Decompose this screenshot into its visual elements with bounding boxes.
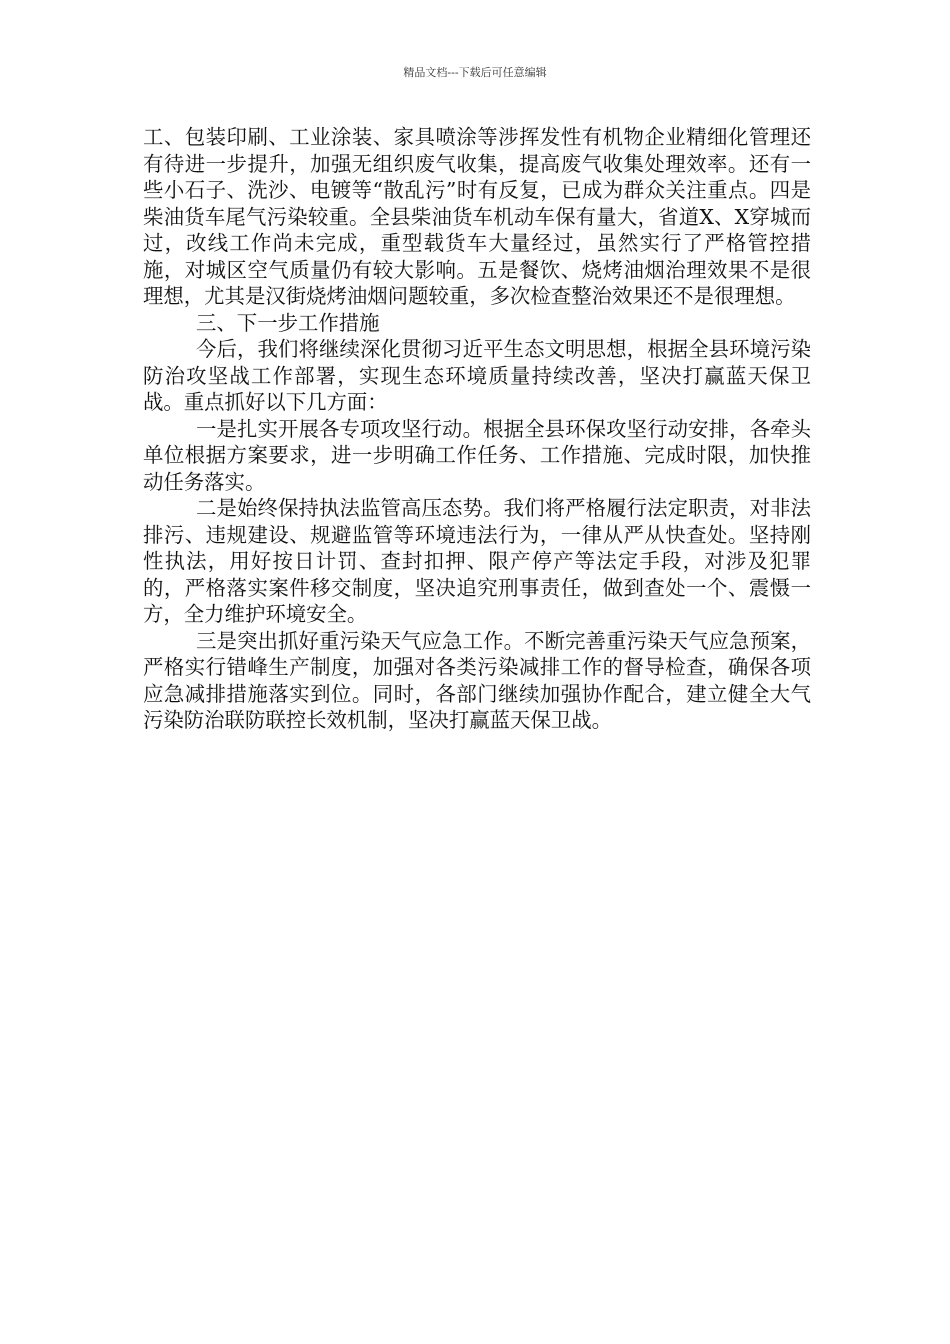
paragraph-continued: 工、包装印刷、工业涂装、家具喷涂等涉挥发性有机物企业精细化管理还有待进一步提升，加强无组织废气收集，提高废气收集处理效率。还有一些小石子、洗沙、电镀等“散乱污”时有反复，已成为群众关注重点。四是柴油货车尾气污染较重。全县柴油货车机动车保有量大，省道X、X穿城而过，改线工作尚未完成，重型载货车大量经过，虽然实行了严格管控措施，对城区空气质量仍有较大影响。五是餐饮、烧烤油烟治理效果不是很理想，尤其是汉街烧烤油烟问题较重，多次检查整治效果还不是很理想。 (143, 125, 811, 308)
paragraph-measure-3: 三是突出抓好重污染天气应急工作。不断完善重污染天气应急预案，严格实行错峰生产制度，加强对各类污染减排工作的督导检查，确保各项应急减排措施落实到位。同时，各部门继续加强协作配合，建立健全大气污染防治联防联控长效机制，坚决打赢蓝天保卫战。 (143, 628, 811, 732)
paragraph-measure-2: 二是始终保持执法监管高压态势。我们将严格履行法定职责，对非法排污、违规建设、规避监管等环境违法行为，一律从严从快查处。坚持刚性执法，用好按日计罚、查封扣押、限产停产等法定手段，对涉及犯罪的，严格落实案件移交制度，坚决追究刑事责任，做到查处一个、震慑一方，全力维护环境安全。 (143, 496, 811, 626)
section-heading: 三、下一步工作措施 (196, 310, 380, 335)
paragraph-intro: 今后，我们将继续深化贯彻习近平生态文明思想，根据全县环境污染防治攻坚战工作部署，实现生态环境质量持续改善，坚决打赢蓝天保卫战。重点抓好以下几方面： (143, 337, 811, 414)
paragraph-measure-1: 一是扎实开展各专项攻坚行动。根据全县环保攻坚行动安排，各牵头单位根据方案要求，进一步明确工作任务、工作措施、完成时限，加快推动任务落实。 (143, 416, 811, 494)
page-header: 精品文档---下载后可任意编辑 (403, 66, 547, 79)
document-body (143, 124, 811, 734)
